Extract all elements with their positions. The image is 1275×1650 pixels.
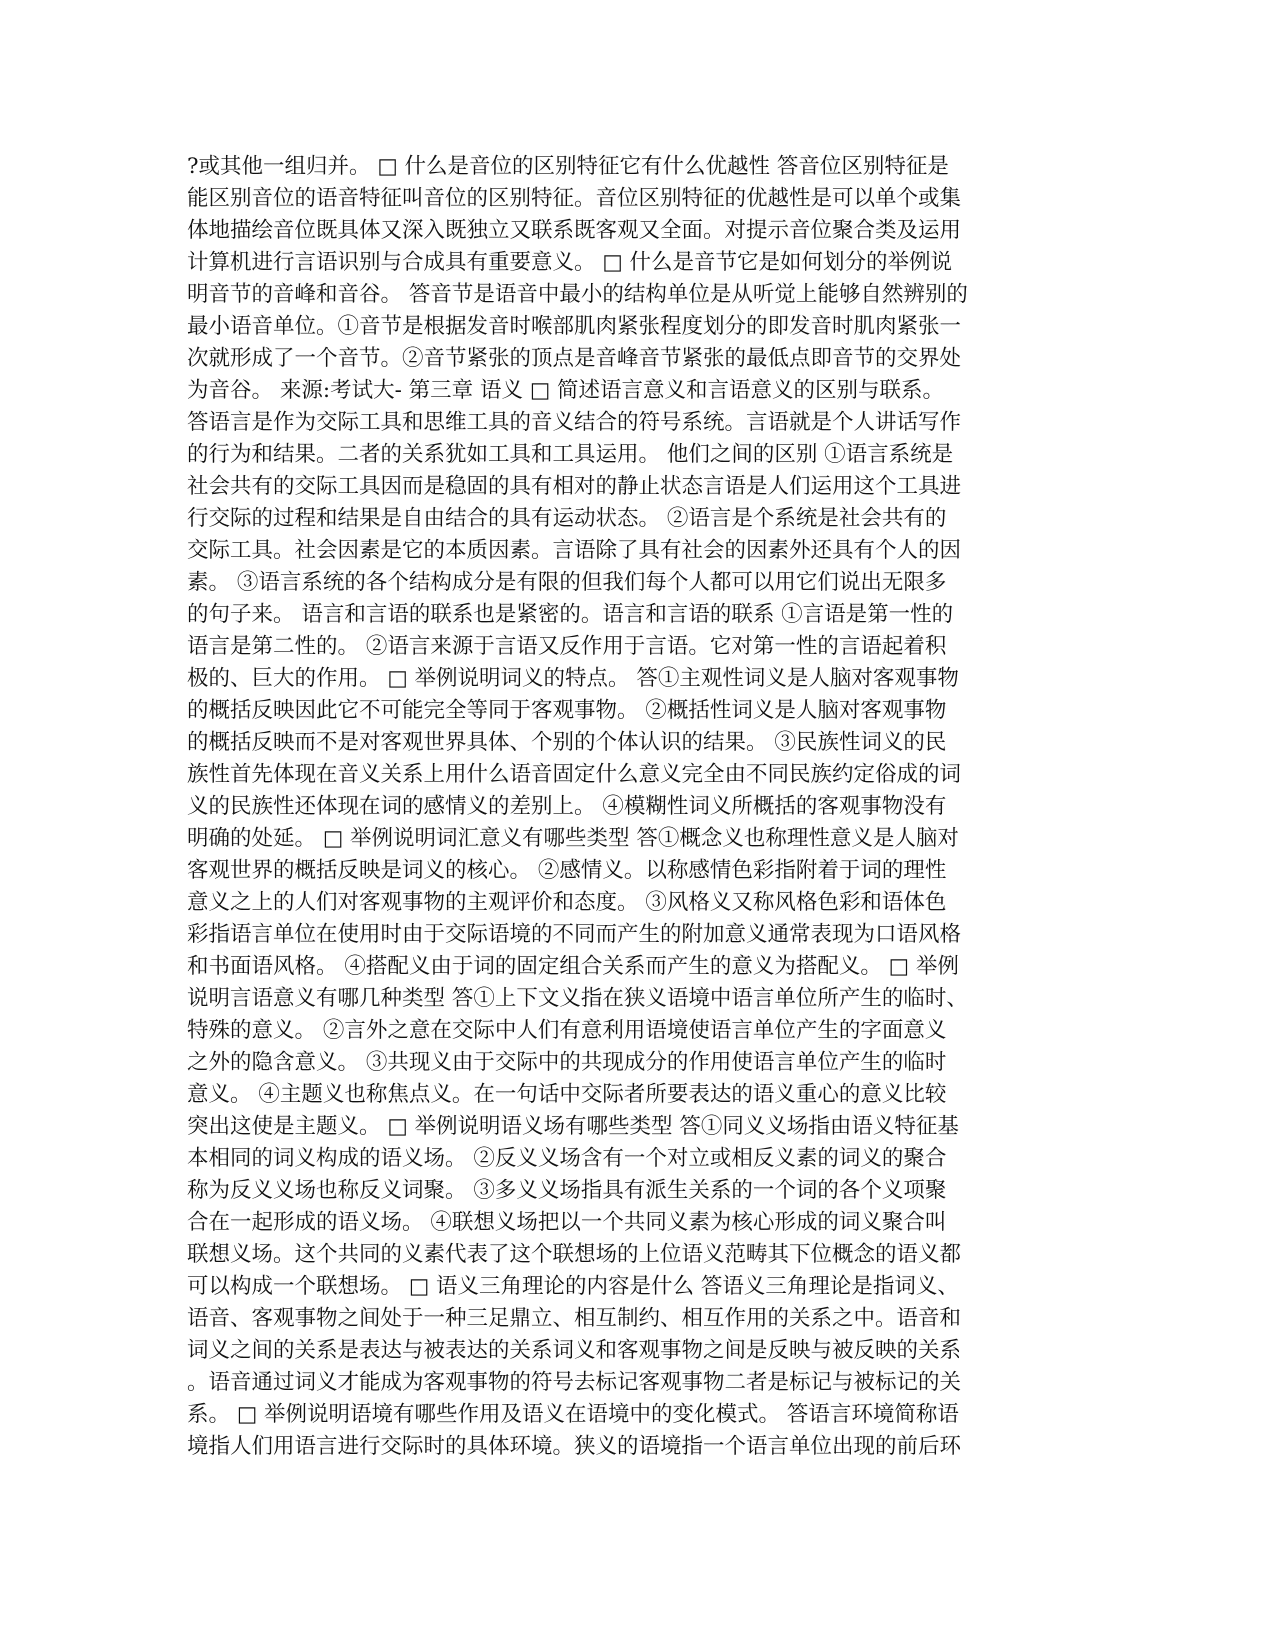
- text-line: 义的民族性还体现在词的感情义的差别上。 ④模糊性词义所概括的客观事物没有: [187, 794, 947, 819]
- text-line: 素。 ③语言系统的各个结构成分是有限的但我们每个人都可以用它们说出无限多: [187, 570, 947, 595]
- text-line: 称为反义义场也称反义词聚。 ③多义义场指具有派生关系的一个词的各个义项聚: [187, 1178, 947, 1203]
- text-line: 系。 □ 举例说明语境有哪些作用及语义在语境中的变化模式。 答语言环境简称语: [187, 1402, 959, 1427]
- text-line: ?或其他一组归并。 □ 什么是音位的区别特征它有什么优越性 答音位区别特征是: [187, 154, 949, 179]
- text-line: 次就形成了一个音节。②音节紧张的顶点是音峰音节紧张的最低点即音节的交界处: [187, 346, 962, 371]
- text-line: 合在一起形成的语义场。 ④联想义场把以一个共同义素为核心形成的词义聚合叫: [187, 1210, 947, 1235]
- text-line: 。语音通过词义才能成为客观事物的符号去标记客观事物二者是标记与被标记的关: [187, 1370, 962, 1395]
- text-line: 行交际的过程和结果是自由结合的具有运动状态。 ②语言是个系统是社会共有的: [187, 506, 947, 531]
- text-line: 特殊的意义。 ②言外之意在交际中人们有意利用语境使语言单位产生的字面意义: [187, 1018, 947, 1043]
- body-text: [187, 151, 1087, 1463]
- text-line: 语言是第二性的。 ②语言来源于言语又反作用于言语。它对第一性的言语起着积: [187, 634, 947, 659]
- text-line: 的概括反映而不是对客观世界具体、个别的个体认识的结果。 ③民族性词义的民: [187, 730, 947, 755]
- text-line: 答语言是作为交际工具和思维工具的音义结合的符号系统。言语就是个人讲话写作: [187, 410, 962, 435]
- text-line: 意义之上的人们对客观事物的主观评价和态度。 ③风格义又称风格色彩和语体色: [187, 890, 947, 915]
- text-line: 的概括反映因此它不可能完全等同于客观事物。 ②概括性词义是人脑对客观事物: [187, 698, 947, 723]
- text-line: 族性首先体现在音义关系上用什么语音固定什么意义完全由不同民族约定俗成的词: [187, 762, 962, 787]
- text-line: 明音节的音峰和音谷。 答音节是语音中最小的结构单位是从听觉上能够自然辨别的: [187, 282, 968, 307]
- text-line: 之外的隐含意义。 ③共现义由于交际中的共现成分的作用使语言单位产生的临时: [187, 1050, 947, 1075]
- text-line: 最小语音单位。①音节是根据发音时喉部肌肉紧张程度划分的即发音时肌肉紧张一: [187, 314, 962, 339]
- text-line: 词义之间的关系是表达与被表达的关系词义和客观事物之间是反映与被反映的关系: [187, 1338, 962, 1363]
- text-line: 语音、客观事物之间处于一种三足鼎立、相互制约、相互作用的关系之中。语音和: [187, 1306, 962, 1331]
- text-line: 和书面语风格。 ④搭配义由于词的固定组合关系而产生的意义为搭配义。 □ 举例: [187, 954, 959, 979]
- text-line: 意义。 ④主题义也称焦点义。在一句话中交际者所要表达的语义重心的意义比较: [187, 1082, 947, 1107]
- text-line: 明确的处延。 □ 举例说明词汇意义有哪些类型 答①概念义也称理性意义是人脑对: [187, 826, 959, 851]
- text-line: 突出这使是主题义。 □ 举例说明语义场有哪些类型 答①同义义场指由语义特征基: [187, 1114, 959, 1139]
- text-line: 体地描绘音位既具体又深入既独立又联系既客观又全面。对提示音位聚合类及运用: [187, 218, 962, 243]
- text-line: 社会共有的交际工具因而是稳固的具有相对的静止状态言语是人们运用这个工具进: [187, 474, 962, 499]
- text-line: 极的、巨大的作用。 □ 举例说明词义的特点。 答①主观性词义是人脑对客观事物: [187, 666, 959, 691]
- text-line: 彩指语言单位在使用时由于交际语境的不同而产生的附加意义通常表现为口语风格: [187, 922, 962, 947]
- text-line: 为音谷。 来源:考试大- 第三章 语义 □ 简述语言意义和言语意义的区别与联系。: [187, 378, 944, 403]
- text-line: 计算机进行言语识别与合成具有重要意义。 □ 什么是音节它是如何划分的举例说: [187, 250, 952, 275]
- text-line: 的句子来。 语言和言语的联系也是紧密的。语言和言语的联系 ①言语是第一性的: [187, 602, 954, 627]
- text-line: 说明言语意义有哪几种类型 答①上下文义指在狭义语境中语言单位所产生的临时、: [187, 986, 968, 1011]
- text-line: 境指人们用语言进行交际时的具体环境。狭义的语境指一个语言单位出现的前后环: [187, 1434, 962, 1459]
- text-line: 交际工具。社会因素是它的本质因素。言语除了具有社会的因素外还具有个人的因: [187, 538, 962, 563]
- text-line: 客观世界的概括反映是词义的核心。 ②感情义。以称感情色彩指附着于词的理性: [187, 858, 947, 883]
- text-line: 可以构成一个联想场。 □ 语义三角理论的内容是什么 答语义三角理论是指词义、: [187, 1274, 959, 1299]
- text-line: 联想义场。这个共同的义素代表了这个联想场的上位语义范畴其下位概念的语义都: [187, 1242, 962, 1267]
- text-line: 本相同的词义构成的语义场。 ②反义义场含有一个对立或相反义素的词义的聚合: [187, 1146, 947, 1171]
- text-line: 能区别音位的语音特征叫音位的区别特征。音位区别特征的优越性是可以单个或集: [187, 186, 962, 211]
- text-line: 的行为和结果。二者的关系犹如工具和工具运用。 他们之间的区别 ①语言系统是: [187, 442, 954, 467]
